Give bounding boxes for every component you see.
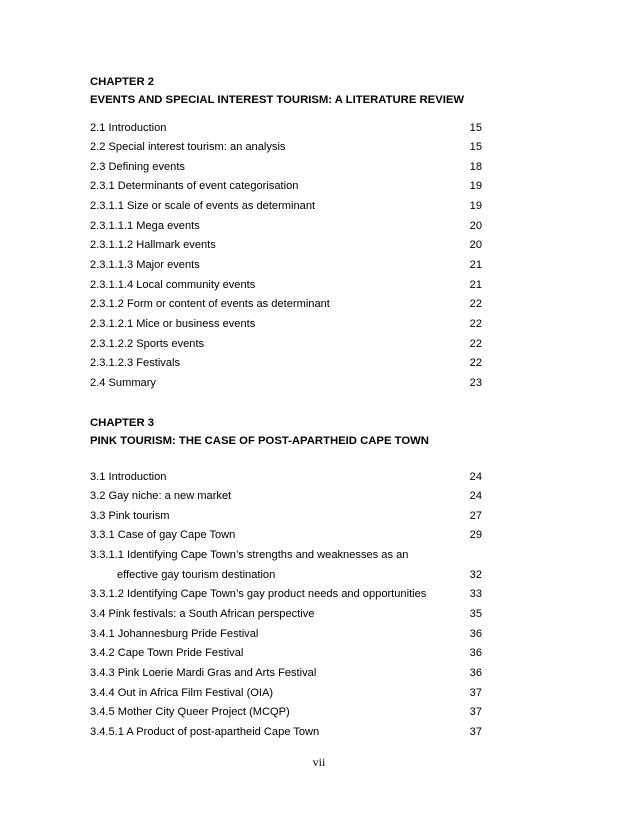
toc-entry bbox=[90, 625, 482, 645]
toc-entry-page: 21 bbox=[469, 258, 482, 271]
toc-entry bbox=[90, 158, 482, 178]
toc-entry bbox=[90, 546, 482, 566]
toc-entry bbox=[90, 526, 482, 546]
toc-entry-title: 3.1 Introduction bbox=[90, 470, 167, 483]
toc-entry bbox=[90, 315, 482, 335]
toc-entry-title: 3.4.3 Pink Loerie Mardi Gras and Arts Festival bbox=[90, 666, 317, 679]
toc-entry bbox=[90, 217, 482, 237]
toc-entry bbox=[90, 335, 482, 355]
toc-entry bbox=[90, 723, 482, 743]
toc-entry bbox=[90, 256, 482, 276]
toc-entry-title: 3.4 Pink festivals: a South African perspective bbox=[90, 607, 315, 620]
toc-entry-page: 37 bbox=[469, 725, 482, 738]
toc-entry-title: 2.3.1.2 Form or content of events as determinant bbox=[90, 298, 330, 311]
toc-entry-title: 3.4.1 Johannesburg Pride Festival bbox=[90, 627, 259, 640]
toc-entry-title: 3.4.5 Mother City Queer Project (MCQP) bbox=[90, 706, 290, 719]
toc-entry-page: 15 bbox=[469, 121, 482, 134]
chapter-label: CHAPTER 3 bbox=[90, 417, 155, 429]
toc-entry-page: 29 bbox=[469, 529, 482, 542]
toc-entry-title: 3.4.4 Out in Africa Film Festival (OIA) bbox=[90, 686, 274, 699]
chapter-title: EVENTS AND SPECIAL INTEREST TOURISM: A LITERATURE REVIEW bbox=[90, 94, 465, 106]
toc-entry bbox=[90, 605, 482, 625]
toc-entry-page: 15 bbox=[469, 141, 482, 154]
toc-entry-title: 3.3.1 Case of gay Cape Town bbox=[90, 529, 236, 542]
chapter-title: PINK TOURISM: THE CASE OF POST-APARTHEID CAPE TOWN bbox=[90, 435, 429, 447]
toc-entry-page: 35 bbox=[469, 607, 482, 620]
toc-entry-page: 24 bbox=[469, 490, 482, 503]
chapter-2-toc bbox=[90, 119, 482, 394]
toc-entry-page: 22 bbox=[469, 357, 482, 370]
toc-entry-title: 2.3.1.1.1 Mega events bbox=[90, 219, 200, 232]
toc-entry-title: 2.3.1.2.2 Sports events bbox=[90, 337, 205, 350]
toc-entry bbox=[90, 295, 482, 315]
toc-entry bbox=[90, 566, 482, 586]
toc-entry bbox=[90, 487, 482, 507]
toc-entry bbox=[90, 236, 482, 256]
toc-entry-page: 20 bbox=[469, 219, 482, 232]
toc-entry-title: 2.3.1.1.4 Local community events bbox=[90, 278, 256, 291]
toc-entry-title: 3.4.5.1 A Product of post-apartheid Cape Town bbox=[90, 725, 320, 738]
toc-entry bbox=[90, 468, 482, 488]
chapter-3-heading bbox=[90, 414, 490, 450]
toc-entry bbox=[90, 354, 482, 374]
toc-entry-title: 2.1 Introduction bbox=[90, 121, 167, 134]
toc-entry-page: 33 bbox=[469, 588, 482, 601]
chapter-2-heading bbox=[90, 73, 490, 109]
toc-entry-page: 18 bbox=[469, 160, 482, 173]
toc-entry-page: 19 bbox=[469, 200, 482, 213]
toc-entry-page: 24 bbox=[469, 470, 482, 483]
toc-entry-title: 2.3.1 Determinants of event categorisation bbox=[90, 180, 299, 193]
toc-entry-page: 22 bbox=[469, 337, 482, 350]
toc-entry-page: 36 bbox=[469, 666, 482, 679]
toc-entry-page: 22 bbox=[469, 317, 482, 330]
toc-entry-page: 23 bbox=[469, 376, 482, 389]
toc-entry-title: 3.3 Pink tourism bbox=[90, 509, 170, 522]
chapter-label: CHAPTER 2 bbox=[90, 76, 155, 88]
toc-entry-title: 2.3 Defining events bbox=[90, 160, 185, 173]
toc-entry-title: 2.3.1.1 Size or scale of events as determinant bbox=[90, 200, 316, 213]
chapter-3-toc bbox=[90, 468, 482, 743]
toc-entry-title: effective gay tourism destination bbox=[117, 568, 276, 581]
toc-entry bbox=[90, 644, 482, 664]
toc-entry-title: 3.2 Gay niche: a new market bbox=[90, 490, 232, 503]
toc-entry bbox=[90, 684, 482, 704]
toc-entry bbox=[90, 138, 482, 158]
toc-entry-page: 21 bbox=[469, 278, 482, 291]
toc-entry-page: 36 bbox=[469, 627, 482, 640]
toc-entry-title: 3.3.1.1 Identifying Cape Town’s strengths and weaknesses as an bbox=[90, 549, 409, 562]
toc-entry bbox=[90, 664, 482, 684]
toc-entry bbox=[90, 585, 482, 605]
toc-entry bbox=[90, 507, 482, 527]
toc-entry bbox=[90, 177, 482, 197]
toc-entry bbox=[90, 197, 482, 217]
toc-entry-title: 3.4.2 Cape Town Pride Festival bbox=[90, 647, 244, 660]
toc-entry-title: 2.3.1.2.1 Mice or business events bbox=[90, 317, 256, 330]
toc-entry-page: 22 bbox=[469, 298, 482, 311]
toc-entry-page: 37 bbox=[469, 706, 482, 719]
toc-entry-page: 32 bbox=[469, 568, 482, 581]
toc-entry bbox=[90, 119, 482, 139]
toc-entry bbox=[90, 703, 482, 723]
toc-entry-page: 19 bbox=[469, 180, 482, 193]
toc-entry-page: 36 bbox=[469, 647, 482, 660]
toc-entry bbox=[90, 276, 482, 296]
toc-entry-title: 2.4 Summary bbox=[90, 376, 156, 389]
toc-entry-title: 3.3.1.2 Identifying Cape Town’s gay product needs and opportunities bbox=[90, 588, 427, 601]
toc-entry-page: 37 bbox=[469, 686, 482, 699]
toc-entry-page: 20 bbox=[469, 239, 482, 252]
toc-entry-page: 27 bbox=[469, 509, 482, 522]
toc-entry-title: 2.2 Special interest tourism: an analysis bbox=[90, 141, 286, 154]
page-number: vii bbox=[312, 755, 326, 769]
toc-entry-title: 2.3.1.1.2 Hallmark events bbox=[90, 239, 216, 252]
toc-entry-title: 2.3.1.1.3 Major events bbox=[90, 258, 200, 271]
toc-entry bbox=[90, 374, 482, 394]
toc-entry-title: 2.3.1.2.3 Festivals bbox=[90, 357, 181, 370]
